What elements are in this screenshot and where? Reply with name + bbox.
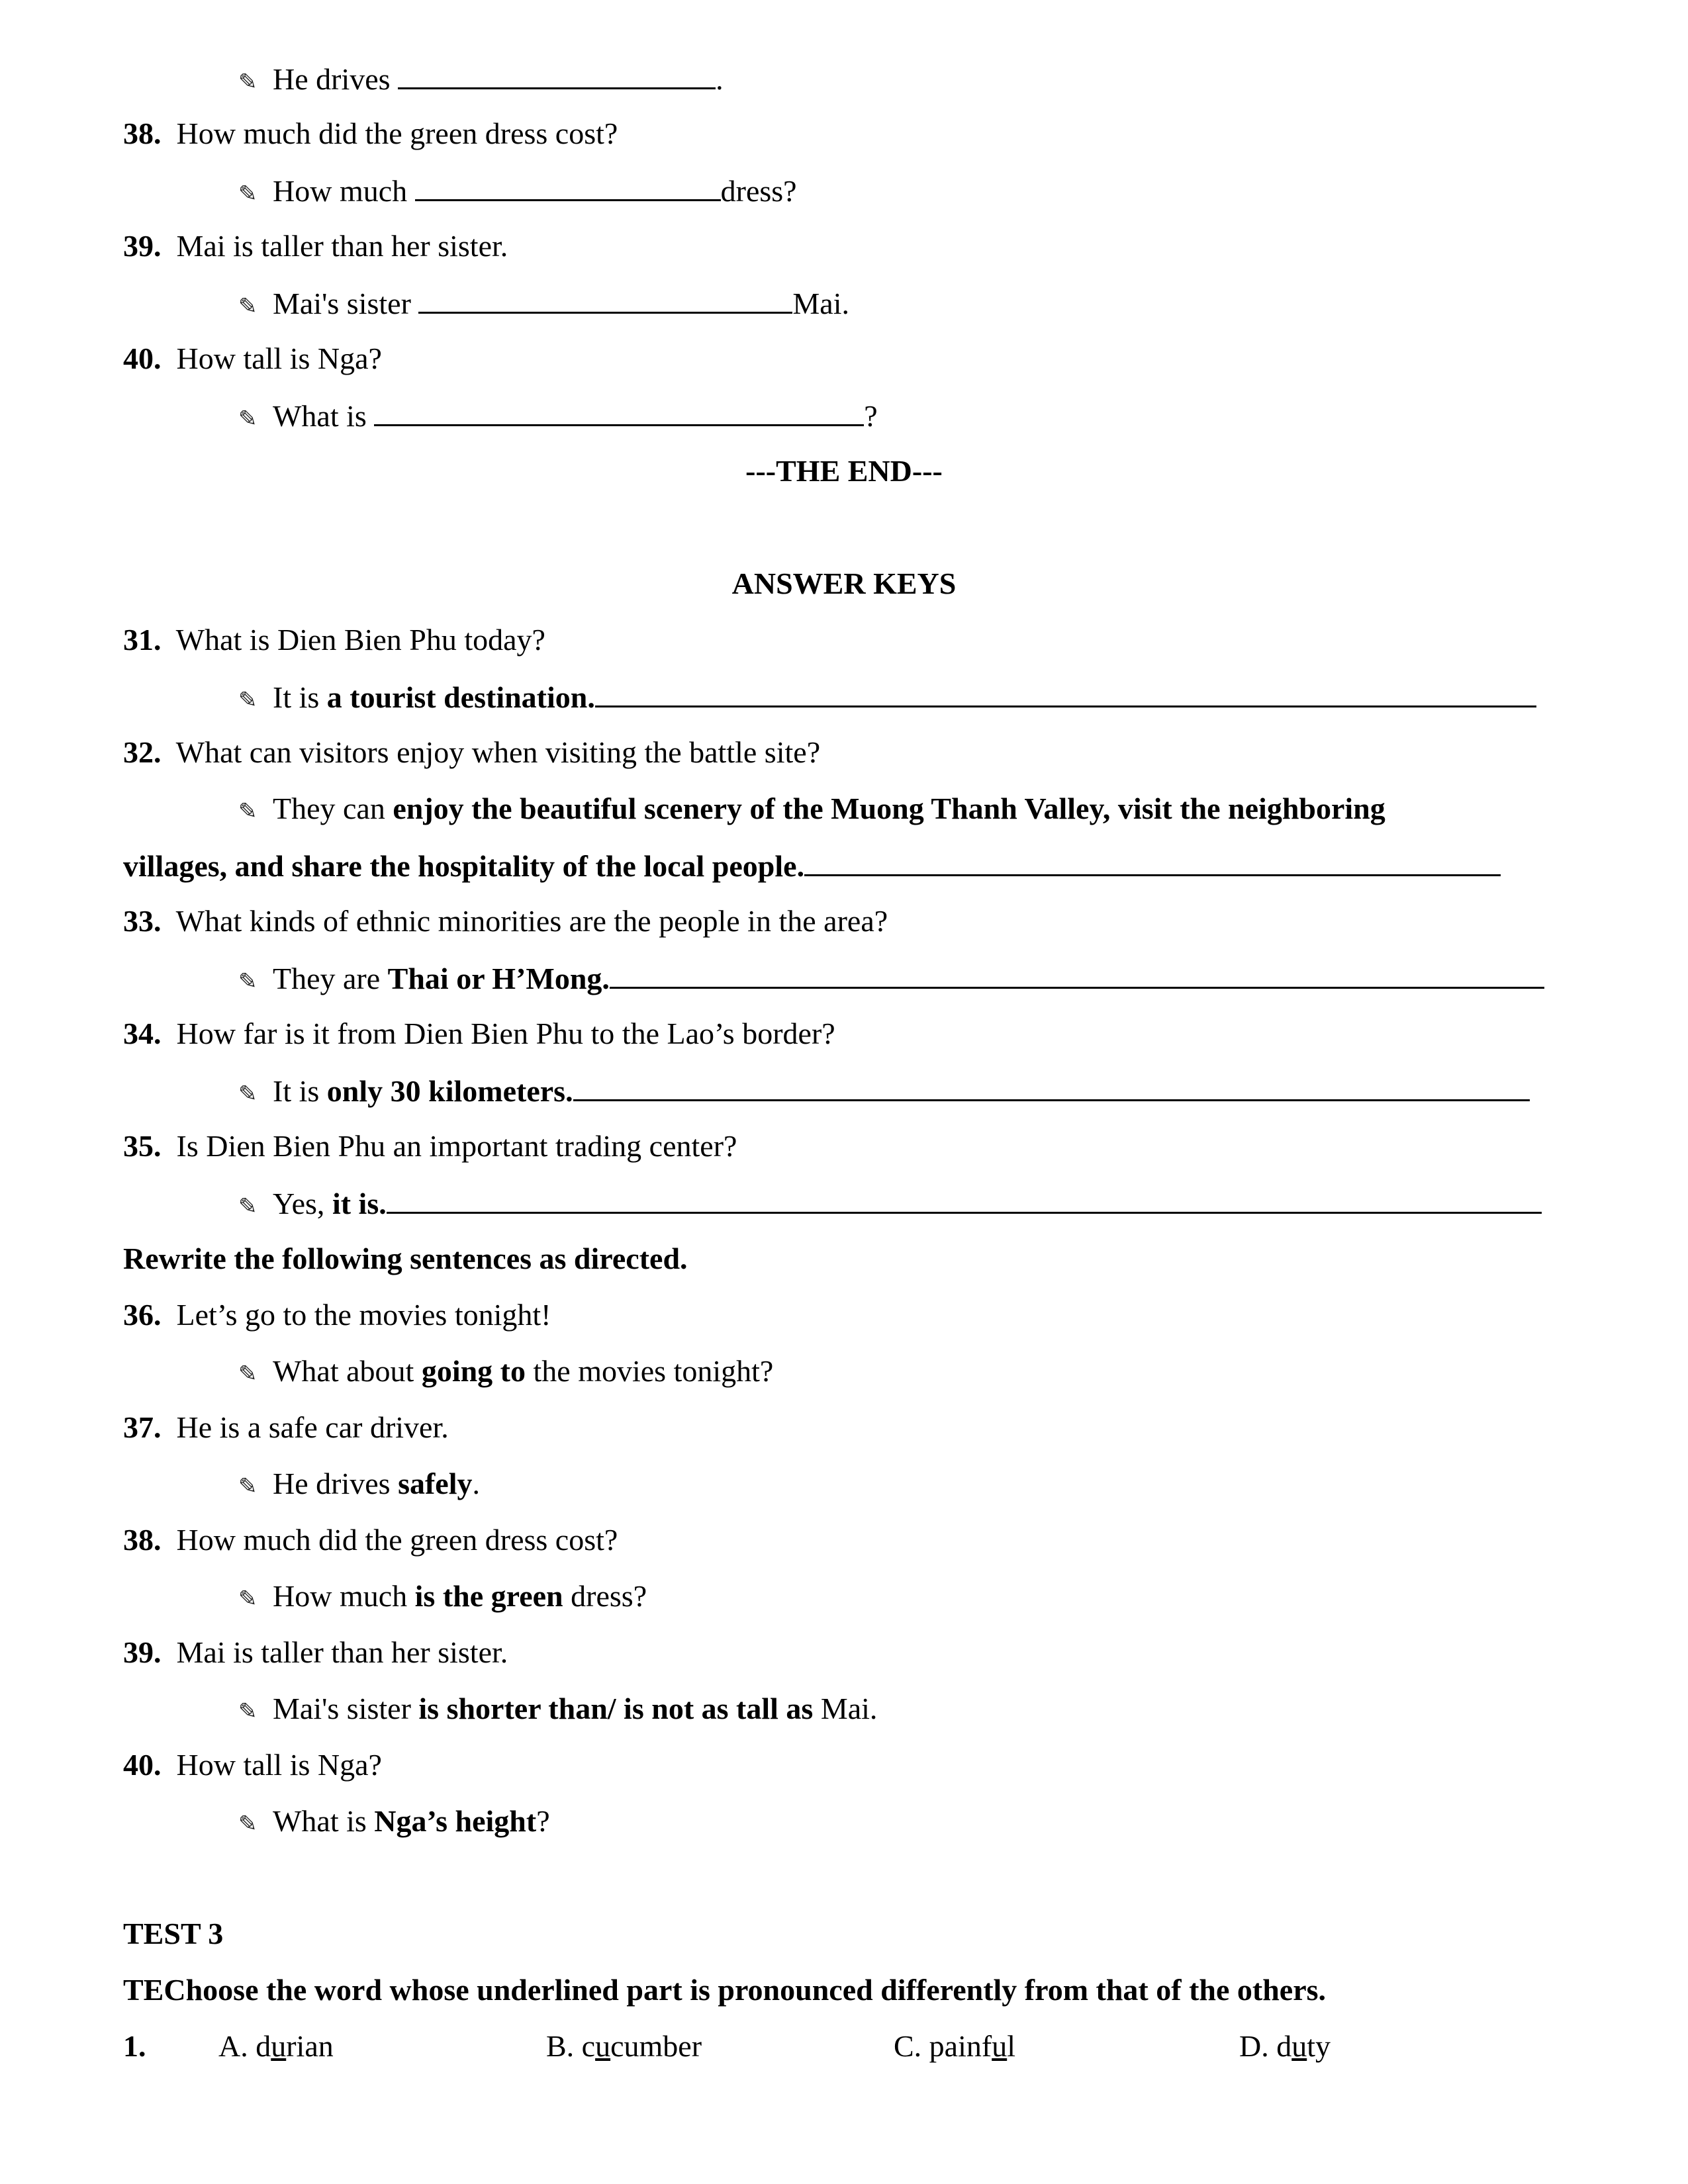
answer-blank[interactable] (398, 58, 716, 89)
answer-blank[interactable] (595, 676, 1536, 707)
q38-rewrite-line: ✎ How much dress? (238, 170, 797, 214)
answer-36: ✎ What about going to the movies tonight? (238, 1351, 773, 1394)
option-a[interactable]: A. durian (218, 2029, 334, 2063)
pencil-icon: ✎ (238, 1698, 258, 1725)
answer-31: ✎ It is a tourist destination. (238, 676, 1536, 720)
pencil-icon: ✎ (238, 293, 258, 320)
pencil-icon: ✎ (238, 1081, 258, 1107)
pencil-icon: ✎ (238, 406, 258, 432)
q39-rewrite-line: ✎ Mai's sister Mai. (238, 283, 849, 326)
pencil-icon: ✎ (238, 1361, 258, 1387)
answer-blank[interactable] (573, 1070, 1530, 1101)
answer-blank[interactable] (415, 170, 721, 201)
question-36: 36. Let’s go to the movies tonight! (123, 1298, 551, 1332)
option-b[interactable]: B. cucumber (546, 2029, 702, 2063)
answer-35: ✎ Yes, it is. (238, 1183, 1542, 1226)
question-38: 38. How much did the green dress cost? (123, 116, 618, 150)
answer-blank[interactable] (610, 958, 1544, 989)
test3-instruction: TEChoose the word whose underlined part is pronounced differently from that of the others. (123, 1973, 1327, 2007)
answer-blank[interactable] (418, 283, 792, 314)
answer-39: ✎ Mai's sister is shorter than/ is not as tall as Mai. (238, 1689, 877, 1731)
pencil-icon: ✎ (238, 181, 258, 207)
pencil-icon: ✎ (238, 968, 258, 995)
answer-40: ✎ What is Nga’s height? (238, 1801, 550, 1844)
answer-33: ✎ They are Thai or H’Mong. (238, 958, 1544, 1001)
question-35: 35. Is Dien Bien Phu an important trading center? (123, 1129, 737, 1163)
answer-blank[interactable] (374, 395, 864, 426)
pencil-icon: ✎ (238, 1586, 258, 1612)
option-c[interactable]: C. painful (894, 2029, 1015, 2063)
question-39-key: 39. Mai is taller than her sister. (123, 1635, 508, 1669)
pencil-icon: ✎ (238, 1811, 258, 1837)
answer-keys-title: ANSWER KEYS (731, 567, 957, 600)
pencil-icon: ✎ (238, 687, 258, 713)
pencil-icon: ✎ (238, 798, 258, 825)
answer-38: ✎ How much is the green dress? (238, 1576, 647, 1619)
q37-rewrite-line: ✎ He drives . (238, 58, 724, 102)
test3-title: TEST 3 (123, 1917, 224, 1950)
answer-blank[interactable] (804, 845, 1501, 876)
answer-32-line-2: villages, and share the hospitality of the local people. (123, 845, 1501, 886)
question-40-key: 40. How tall is Nga? (123, 1748, 382, 1782)
question-32: 32. What can visitors enjoy when visiting the battle site? (123, 735, 821, 769)
answer-blank[interactable] (387, 1183, 1542, 1214)
option-d[interactable]: D. duty (1239, 2029, 1331, 2063)
question-38-key: 38. How much did the green dress cost? (123, 1523, 618, 1557)
question-39: 39. Mai is taller than her sister. (123, 229, 508, 263)
pencil-icon: ✎ (238, 1193, 258, 1220)
question-37: 37. He is a safe car driver. (123, 1410, 449, 1444)
question-31: 31. What is Dien Bien Phu today? (123, 623, 545, 657)
test3-q1-number: 1. (123, 2029, 146, 2063)
question-40: 40. How tall is Nga? (123, 341, 382, 375)
pencil-icon: ✎ (238, 69, 258, 95)
question-34: 34. How far is it from Dien Bien Phu to the Lao’s border? (123, 1017, 835, 1050)
answer-34: ✎ It is only 30 kilometers. (238, 1070, 1530, 1114)
q40-rewrite-line: ✎ What is ? (238, 395, 878, 439)
pencil-icon: ✎ (238, 1473, 258, 1500)
answer-37: ✎ He drives safely. (238, 1464, 480, 1506)
question-33: 33. What kinds of ethnic minorities are the people in the area? (123, 904, 888, 938)
answer-32-line-1: ✎ They can enjoy the beautiful scenery of the Muong Thanh Valley, visit the neighboring (238, 789, 1385, 831)
rewrite-heading: Rewrite the following sentences as directed. (123, 1242, 688, 1275)
the-end-marker: ---THE END--- (745, 454, 943, 488)
